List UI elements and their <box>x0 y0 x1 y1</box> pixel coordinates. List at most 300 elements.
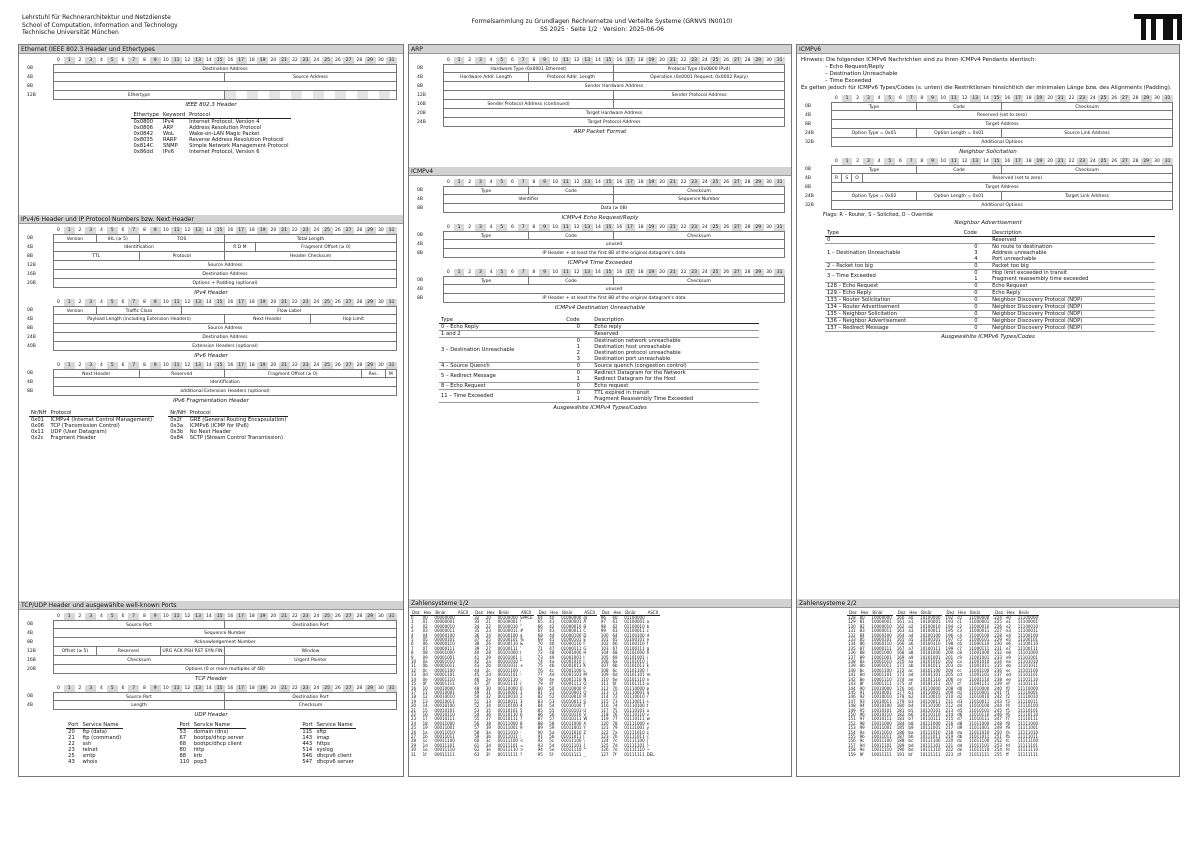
table-cell: 5 <box>519 707 523 713</box>
table-cell: 6 <box>411 641 414 647</box>
bit-number: 3 <box>863 158 874 165</box>
header-field: Type <box>444 232 529 239</box>
bit-number: 23 <box>689 269 700 276</box>
table-cell: 00101110 <box>497 676 518 682</box>
table-cell: a3 <box>908 628 914 634</box>
table-cell: 64 <box>537 615 543 620</box>
table-cell: c1 <box>957 619 962 625</box>
bit-number: 29 <box>365 613 376 620</box>
bit-number: 3 <box>85 57 96 64</box>
table-cell: 01011010 <box>561 729 582 735</box>
field-row <box>415 100 785 109</box>
table-cell: e4 <box>1005 632 1011 638</box>
bit-number: 13 <box>582 179 593 186</box>
table-cell: 00000101 <box>434 637 455 643</box>
table-cell: 80 <box>179 747 187 753</box>
description-cell: Hop limit exceeded in transit <box>992 270 1068 276</box>
table-cell: 11101011 <box>1017 663 1039 669</box>
table-cell: 85 <box>859 637 865 643</box>
table-cell: 81 <box>537 689 543 695</box>
bit-number: 23 <box>300 613 311 620</box>
table-cell: 139 <box>848 663 856 669</box>
type-cell: 128 – Echo Request <box>825 283 962 290</box>
bit-number: 7 <box>128 362 139 369</box>
table-cell: 10000110 <box>871 641 892 647</box>
table-cell: 34 <box>474 623 480 629</box>
table-cell: 6 <box>519 711 523 717</box>
table-cell: 41 <box>474 654 480 660</box>
byte-offset: 0B <box>27 308 33 313</box>
table-cell: 10011010 <box>871 729 892 735</box>
table-row <box>600 753 660 757</box>
byte-offset: 20B <box>417 111 426 116</box>
bit-number: 6 <box>899 96 902 101</box>
table-cell: 10101011 <box>920 663 941 669</box>
bit-number: 17 <box>236 685 247 692</box>
field-cells <box>53 378 397 387</box>
bit-number: 16 <box>227 58 234 63</box>
table-cell: 188 <box>896 738 905 744</box>
table-cell: 01000000 <box>561 615 582 620</box>
table-cell: 184 <box>896 720 905 726</box>
field-cells <box>443 276 785 285</box>
table-cell: ab <box>908 663 914 669</box>
table-cell: RARP <box>162 137 177 143</box>
table-cell: 43 <box>549 628 555 634</box>
bit-number: 18 <box>637 58 644 63</box>
description-cell: Echo reply <box>592 324 759 331</box>
table-cell: m <box>646 672 651 678</box>
table-cell: 11111000 <box>1017 720 1039 726</box>
table-cell: 63 <box>474 751 480 757</box>
field-cells <box>53 306 397 315</box>
byte-offset: 0B <box>805 167 811 172</box>
byte-offset: 8B <box>27 389 33 394</box>
table-cell: 00011101 <box>434 742 455 748</box>
table-row <box>29 435 154 441</box>
table-cell: 10000001 <box>871 619 892 625</box>
field-row <box>25 656 397 665</box>
table-cell: 53 <box>179 729 187 735</box>
field-row <box>25 315 397 324</box>
table-cell: 00100010 <box>497 623 518 629</box>
table-cell: 68 <box>537 632 543 638</box>
table-cell: 01001100 <box>561 667 582 673</box>
bit-number: 1 <box>64 227 75 234</box>
table-cell: ! <box>519 619 522 625</box>
bit-number: 10 <box>163 614 169 619</box>
bit-number: 7 <box>128 299 139 306</box>
table-cell: 73 <box>612 698 618 704</box>
table-cell: 59 <box>549 725 555 731</box>
table-cell: 225 <box>994 619 1002 625</box>
table-cell: 11000101 <box>968 637 990 643</box>
table-cell: 2d <box>485 672 491 678</box>
bit-number: 13 <box>193 362 204 369</box>
bit-number: 0 <box>56 614 60 619</box>
bit-number: 23 <box>689 224 700 231</box>
table-cell: < <box>519 738 524 744</box>
table-cell: [ <box>583 733 585 739</box>
table-cell: I <box>583 654 585 660</box>
field-cells <box>443 231 785 240</box>
bit-number: 11 <box>561 57 572 64</box>
bit-number: 20 <box>659 225 665 230</box>
protocol-numbers <box>29 410 393 441</box>
table-cell: ARP <box>162 125 174 131</box>
table-cell: 19 <box>422 725 428 731</box>
bit-number: 15 <box>991 95 1002 102</box>
bit-number: 31 <box>386 613 397 620</box>
table-cell: 9 <box>519 725 523 731</box>
header-field: Source Port <box>54 621 225 628</box>
table-cell: 11000010 <box>968 623 990 629</box>
table-cell: 122 <box>600 729 609 735</box>
table-cell: ] <box>583 742 585 748</box>
table-cell: 8d <box>859 672 865 678</box>
table-cell: 10100011 <box>920 628 941 634</box>
header-field: Type <box>832 103 917 110</box>
icmpv6-section <box>797 45 1179 597</box>
table-cell: 4d <box>549 672 555 678</box>
bit-number: 29 <box>1141 95 1152 102</box>
header-field: IP Header + at least the first 8B of the original datagram's data <box>542 296 686 301</box>
number-table <box>473 610 533 757</box>
header-field: Type <box>832 166 917 173</box>
table-cell: 08 <box>422 650 428 656</box>
bit-number: 26 <box>335 300 341 305</box>
bit-number: 19 <box>257 227 268 234</box>
table-cell: cd <box>957 672 962 678</box>
table-cell: 192 <box>945 615 954 620</box>
table-cell: 10101000 <box>920 650 941 656</box>
bit-number: 0 <box>56 58 60 63</box>
table-cell: . <box>519 676 522 682</box>
table-cell: 0x11 <box>31 429 44 435</box>
table-cell: 90 <box>859 685 865 691</box>
bit-number: 15 <box>214 57 225 64</box>
column-header: Service Name <box>80 722 123 729</box>
header-field: Next Header <box>225 315 311 323</box>
table-cell: 01111011 <box>624 733 645 739</box>
table-cell: 229 <box>994 637 1002 643</box>
table-cell: 514 <box>302 747 313 753</box>
table-cell: 77 <box>537 672 543 678</box>
table-cell: d3 <box>957 698 963 704</box>
table-row <box>825 283 1155 290</box>
bit-number: 15 <box>214 227 225 234</box>
header-field: Destination Address <box>202 272 248 277</box>
table-cell: 36 <box>474 632 480 638</box>
bit-number: 15 <box>214 299 225 306</box>
table-cell: fd <box>1005 742 1010 748</box>
table-cell: 159 <box>848 751 856 757</box>
table-cell: 25 <box>485 637 491 643</box>
icmpv4-types-table <box>439 317 759 403</box>
table-cell: D <box>583 632 587 638</box>
table-cell: 3b <box>485 733 491 739</box>
table-cell: 0x84 <box>170 435 184 441</box>
table-cell: 5 <box>411 637 414 643</box>
table-cell: 216 <box>945 720 954 726</box>
table-cell: v <box>646 711 649 717</box>
table-cell: b8 <box>908 720 914 726</box>
byte-offset: 8B <box>417 251 423 256</box>
note-item: – Time Exceeded <box>825 78 872 84</box>
tcp-header-diagram <box>25 613 397 674</box>
bit-number: 26 <box>1111 96 1118 101</box>
table-cell: 11011010 <box>968 729 990 735</box>
header-field: Window <box>301 649 320 654</box>
table-cell: 0x01 <box>31 417 44 423</box>
header-field: Options + Padding (optional) <box>192 281 258 286</box>
table-cell: 01101011 <box>624 663 645 669</box>
table-cell: 10111101 <box>920 742 941 748</box>
bit-number: 30 <box>378 686 384 691</box>
header-field: Target Hardware Address <box>585 111 643 116</box>
neighbor-advertisement-diagram <box>803 158 1173 210</box>
table-cell: e1 <box>1005 619 1011 625</box>
code-cell <box>962 237 990 244</box>
table-cell: w <box>646 716 650 722</box>
table-cell: 201 <box>945 654 954 660</box>
table-cell: 28 <box>485 650 491 656</box>
header-field: R D M <box>225 243 256 251</box>
table-cell: r <box>646 694 649 700</box>
header-field: Options (0 or more multiples of 4B) <box>185 667 265 672</box>
table-cell: 01110011 <box>624 698 645 704</box>
header-field: Destination Port <box>292 623 329 628</box>
table-cell: 33 <box>485 698 491 704</box>
header-field: M <box>388 372 393 377</box>
table-cell: 00010101 <box>434 707 455 713</box>
column-header: Binär <box>560 610 582 616</box>
table-cell: 9e <box>859 747 865 753</box>
table-cell: 143 <box>302 735 313 741</box>
table-cell: d <box>646 632 650 638</box>
bit-number: 6 <box>121 614 125 619</box>
column-header: Hex <box>550 610 559 615</box>
table-cell: 10011000 <box>871 720 892 726</box>
table-row <box>825 311 1155 318</box>
header-row <box>66 722 123 729</box>
bit-number: 24 <box>1089 159 1096 164</box>
bit-number: 27 <box>343 362 354 369</box>
type-cell: 5 – Redirect Message <box>439 370 564 383</box>
table-cell: 07 <box>422 645 428 651</box>
bit-number: 27 <box>732 269 743 276</box>
byte-offset: 20B <box>27 281 36 286</box>
bit-number: 17 <box>625 179 636 186</box>
table-cell: 10000101 <box>871 637 892 643</box>
table-cell: 11110001 <box>1017 689 1039 695</box>
field-cells <box>53 243 397 252</box>
bit-number: 1 <box>64 299 75 306</box>
bit-number: 18 <box>249 228 255 233</box>
bit-number: 27 <box>1120 158 1131 165</box>
table-cell: 237 <box>994 672 1002 678</box>
bit-number: 13 <box>193 685 204 692</box>
table-cell: 7a <box>612 729 618 735</box>
field-row <box>25 252 397 261</box>
type-cell: 2 – Packet too big <box>825 263 962 270</box>
byte-offset: 16B <box>27 272 36 277</box>
bit-number: 4 <box>489 270 493 275</box>
bit-number: 6 <box>121 363 125 368</box>
document-subtitle: SS 2025 · Seite 1/2 · Version: 2025-06-06 <box>540 25 664 33</box>
table-cell: F <box>583 641 586 647</box>
column-header: ASCII <box>647 610 659 615</box>
table-cell: 00011010 <box>434 729 455 735</box>
table-cell: 11111101 <box>1017 742 1039 748</box>
table-cell: 45 <box>549 637 555 643</box>
table-cell: b0 <box>908 685 914 691</box>
field-row <box>415 240 785 249</box>
bit-number: 5 <box>107 227 118 234</box>
table-cell: 0c <box>422 667 428 673</box>
bit-number: 20 <box>270 58 277 63</box>
table-cell: GRE (General Routing Encapsulation) <box>189 417 287 423</box>
field-row <box>25 378 397 387</box>
table-cell: + <box>519 663 524 669</box>
table-cell: 123 <box>600 733 609 739</box>
table-cell: 187 <box>896 733 905 739</box>
table-cell: 01111010 <box>624 729 645 735</box>
table-cell: 00001010 <box>434 659 455 665</box>
table-cell: 44 <box>549 632 555 638</box>
table-cell: Fragment Header <box>50 435 96 441</box>
bit-number: 23 <box>1077 95 1088 102</box>
table-cell: 00101001 <box>497 654 518 660</box>
bit-number: 8 <box>142 686 146 691</box>
bit-number: 15 <box>603 57 614 64</box>
table-cell: 114 <box>600 694 609 700</box>
table-cell: 75 <box>612 707 618 713</box>
table-cell: 00000111 <box>434 645 455 651</box>
table-cell: 1 <box>411 619 414 625</box>
header-field: Acknowledgement Number <box>194 640 256 645</box>
bit-number: 15 <box>603 179 614 186</box>
column-header: Binär <box>870 610 892 616</box>
table-cell: ff <box>1005 751 1009 757</box>
table-cell: 235 <box>994 663 1002 669</box>
table-cell: 01010010 <box>561 694 582 700</box>
column-header: Binär <box>1017 610 1039 616</box>
table-cell: 8c <box>859 667 865 673</box>
table-cell: 11110110 <box>1017 711 1039 717</box>
table-cell: 170 <box>896 659 905 665</box>
field-row <box>803 120 1173 129</box>
table-cell: df <box>957 751 962 757</box>
table-cell: 211 <box>945 698 954 704</box>
table-cell: 33 <box>474 619 480 625</box>
bit-number: 25 <box>710 57 721 64</box>
table-cell: 157 <box>848 742 856 748</box>
byte-offset: 8B <box>27 84 33 89</box>
table-cell: 246 <box>994 711 1002 717</box>
bit-number: 27 <box>732 224 743 231</box>
table-cell: | <box>646 738 648 744</box>
field-row <box>25 629 397 638</box>
table-cell: 10101110 <box>920 676 941 682</box>
bit-number: 8 <box>532 270 536 275</box>
table-cell: a9 <box>908 654 914 660</box>
header-field: Sender Protocol Address (continued) <box>444 100 614 108</box>
table-cell: aa <box>908 659 914 665</box>
header-row <box>300 722 355 729</box>
table-cell: ^ <box>583 747 587 753</box>
table-cell: 11001010 <box>968 659 990 665</box>
table-cell: 131 <box>848 628 856 634</box>
table-cell: 00011011 <box>434 733 455 739</box>
bit-number: 22 <box>1068 159 1075 164</box>
table-cell: 10011001 <box>871 725 892 731</box>
column-header: Hex <box>423 610 432 615</box>
table-cell: 11011011 <box>968 733 990 739</box>
table-cell: 222 <box>945 747 954 753</box>
table-cell: Q <box>583 689 587 695</box>
document-title-block <box>322 18 882 33</box>
table-cell: 11001100 <box>968 667 990 673</box>
byte-offset: 8B <box>417 84 423 89</box>
table-cell: bf <box>908 751 913 757</box>
column-header: Ethertype <box>133 112 159 118</box>
table-cell: c7 <box>957 645 962 651</box>
table-row <box>410 753 470 757</box>
column-header: Binär <box>968 610 990 616</box>
table-cell: , <box>519 667 522 673</box>
table-cell: 50 <box>474 694 480 700</box>
code-cell: 0 <box>962 283 990 290</box>
table-cell: 249 <box>994 725 1002 731</box>
table-cell: Wake-on-LAN Magic Packet <box>189 131 260 137</box>
bit-number: 29 <box>1141 158 1152 165</box>
table-cell: 130 <box>848 623 856 629</box>
bit-number: 28 <box>744 180 751 185</box>
table-cell: 1a <box>422 729 428 735</box>
table-cell: 62 <box>474 747 480 753</box>
header-field: TTL <box>54 252 140 260</box>
number-table <box>896 610 942 757</box>
bit-number: 28 <box>356 614 363 619</box>
bit-number: 13 <box>970 158 981 165</box>
bit-number: 12 <box>573 225 580 230</box>
table-cell: 226 <box>994 623 1002 629</box>
ethernet-header-diagram <box>25 57 397 100</box>
table-cell: 546 <box>302 753 313 759</box>
field-row <box>803 165 1173 174</box>
table-cell: 40 <box>474 650 480 656</box>
bit-number: 5 <box>496 269 507 276</box>
bit-number: 22 <box>292 686 298 691</box>
bit-number: 7 <box>518 224 529 231</box>
table-cell: 128 <box>848 615 856 620</box>
table-cell: f1 <box>1005 689 1010 695</box>
diagram-caption: ARP Packet Format <box>573 129 627 135</box>
note-text: Es gelten jedoch für ICMPv6 Types/Codes (s. unten) die Restriktionen hinsichtlich der minimalen Länge bzw. des Alignments (Padding). <box>801 85 1172 91</box>
icmpv4-unreachable-diagram <box>415 269 785 303</box>
table-cell: 01111000 <box>624 720 645 726</box>
table-cell: 135 <box>848 645 856 651</box>
bit-number: 24 <box>701 58 708 63</box>
table-cell: 29 <box>485 654 491 660</box>
table-cell: 6a <box>612 659 618 665</box>
bit-number: 29 <box>365 227 376 234</box>
bit-number: 27 <box>732 57 743 64</box>
bit-number: 22 <box>292 614 298 619</box>
table-cell: 136 <box>848 650 856 656</box>
bit-number: 10 <box>163 58 169 63</box>
